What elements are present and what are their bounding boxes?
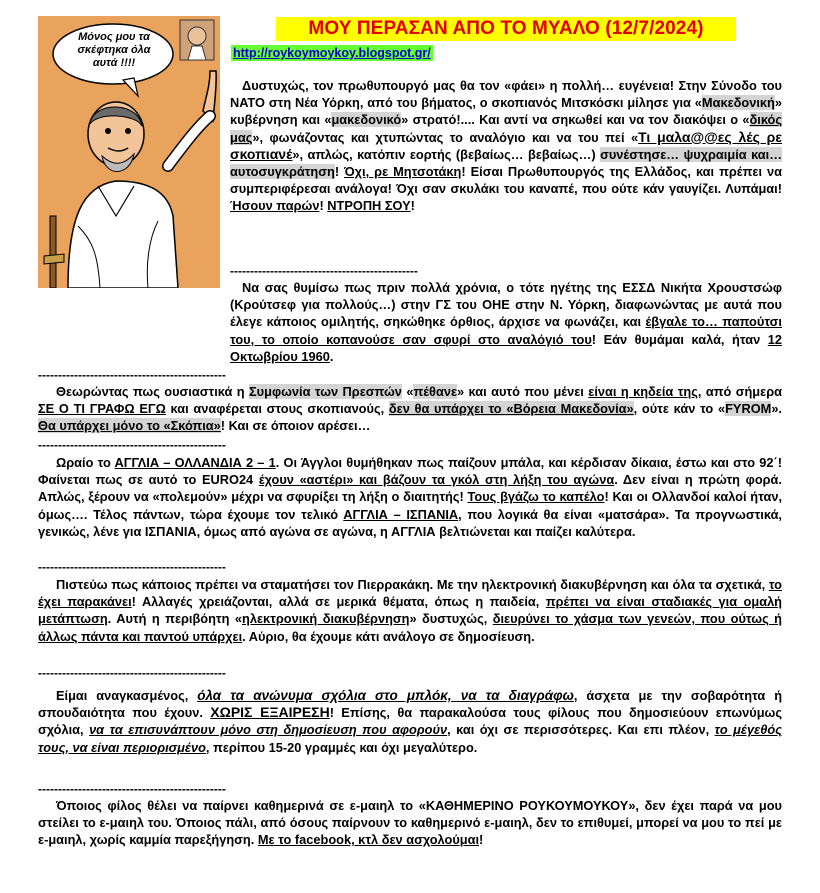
paragraph-7 [38,797,782,849]
text: Θα υπάρχει μόνο το «Σκόπια» [38,418,221,434]
text: το έχει παρακάνει [38,577,782,610]
text: Όποιος φίλος θέλει να παίρνει καθημερινά σε ε-μαιηλ το «ΚΑΘΗΜΕΡΙΝΟ ΡΟΥΚΟΥΜΟΥΚΟΥ», δεν έχει παρά να μου στείλει το ε-μαιηλ του. Όποιος πάλι, από όσους παίρνουν το καθημερινό ε-μαιηλ, δεν το επιθυμεί, μπορεί να μου το πεί με ε-μαιηλ, χωρίς καμμία παρεξήγηση. [38,798,782,848]
speech-bubble-text: Μόνος μου τα σκέφτηκα όλα αυτά !!!! [77,31,151,69]
text: , και όχι σε περισσότερες. Και επι πλέον, [447,722,715,738]
text: Ήσουν παρών [230,198,320,214]
paragraph-1 [230,77,782,215]
paragraph-4 [38,454,782,540]
text: ! [410,198,415,214]
text: Με το facebook, κτλ δεν ασχολούμαι [257,832,480,848]
page-title: ΜΟΥ ΠΕΡΑΣΑΝ ΑΠΟ ΤΟ ΜΥΑΛΟ (12/7/2024) [308,18,704,39]
text: Όχι, ρε Μητσοτάκη [344,164,462,180]
separator: ----------------------------------------------- [38,666,226,680]
text: . Οι Άγγλοι θυμήθηκαν πως παίζουν μπάλα, και κέρδισαν δίκαια, έστω και στο 92΄! Φαίνεται πως σε αυτό το EURO24 [38,455,783,488]
text: έβγαλε το… παπούτσι του, το οποίο κοπανούσε σαν σφυρί στο αναλόγιό του [230,314,782,347]
text: , άσχετα με την σοβαρότητα ή σπουδαιότητα που έχουν. [38,688,783,721]
text: , που λογικά θα είναι «ματσάρα». Τα προγνωστικά, γενικώς, λένε για ΙΣΠΑΝΙΑ, όμως από αγώνα σε αγώνα, η ΑΓΓΛΙΑ βελτιώνεται και παίζει καλύτερα. [38,506,782,539]
blog-url-link[interactable]: http://roykoymoykoy.blogspot.gr/ [233,46,431,60]
text: πρέπει να είναι σταδιακές για ομαλή μετάπτωση [38,594,782,627]
text: Είμαι αναγκασμένος, [56,688,198,703]
text: και αναφέρεται στους σκοπιανούς, [165,401,389,417]
text: είναι η κηδεία της [588,384,698,399]
separator: ----------------------------------------------- [230,264,418,278]
separator: ----------------------------------------------- [38,782,226,796]
text: « [401,384,414,399]
text: ». [771,401,782,417]
text: ! [319,198,328,214]
title-banner [276,17,736,41]
text: ΧΩΡΙΣ ΕΞΑΙΡΕΣΗ [210,704,330,721]
text: δικός μας [230,112,782,145]
text: ΣΕ Ο ΤΙ ΓΡΑΦΩ ΕΓΩ [38,401,166,417]
paragraph-6 [38,687,782,756]
text: ! Είσαι Πρωθυπουργός της Ελλάδος, και πρέπει να συμπεριφέρεσαι ανάλογα! Όχι σαν σκυλάκι του καναπέ, που ούτε κάν γαυγίζει. Λυπάμαι! [230,164,782,197]
text: ΑΓΓΛΙΑ – ΙΣΠΑΝΙΑ [343,506,459,522]
text: ΝΤΡΟΠΗ ΣΟΥ [327,198,411,214]
text: FYROM [725,401,772,417]
text: , ούτε κάν το « [633,401,726,417]
text: Μακεδονική [701,95,775,111]
text: . Δεν είναι η πρώτη φορά. Απλώς, ξέρουν να «πολεμούν» μέχρι να σφυρίξει τη λήξη ο διαιτητής! [38,472,782,505]
text: ! Αλλαγές χρειάζονται, αλλά σε μερικά θέματα, όπως η παιδεία, [131,594,546,610]
text: » και αυτό που μένει [457,384,589,399]
text: να τα επισυνάπτουν μόνο στη δημοσίευση που αφορούν [89,722,448,738]
text: Να σας θυμίσω πως πριν πολλά χρόνια, ο τότε ηγέτης της ΕΣΣΔ Νικήτα Χρουστσώφ (Κρούτσεφ για πολλούς…) στην ΓΣ του ΟΗΕ στην Ν. Υόρκη, διαφωνώντας με αυτά που έλεγε κάποιος ομιλητής, σηκώθηκε όρθιος, άρχισε να φωνάζει, και [230,280,782,330]
text: . Αυτή η περιβόητη « [107,611,243,627]
text: , περίπου 15-20 γραμμές και όχι μεγαλύτερο. [205,739,478,755]
text: Δυστυχώς, τον πρωθυπουργό μας θα τον «φάει» η πολλή… ευγένεια! Στην Σύνοδο του ΝΑΤΟ στη Νέα Υόρκη, από του βήματος, ο σκοπιανός Μιτσκόσκι μίλησε για « [230,78,782,111]
text: ! Και σε όποιον αρέσει… [220,418,371,434]
text: Συμφωνία των Πρεσπών [248,384,402,399]
text: », απλώς, κατόπιν εορτής (βεβαίως… βεβαίως…) [292,146,601,162]
text: Θεωρώντας πως ουσιαστικά η [56,384,249,399]
cartoon-illustration [38,16,220,288]
separator: ----------------------------------------------- [38,368,226,382]
text: 12 Οκτωβρίου 1960 [230,331,782,364]
text: Τι μαλα@@ες λές ρε σκοπιανέ [230,128,782,162]
text: δεν θα υπάρχει το «Βόρεια Μακεδονία» [388,401,634,417]
text: ΑΓΓΛΙΑ – ΟΛΛΑΝΔΙΑ 2 – 1 [114,455,276,470]
text: έχουν «αστέρι» και βάζουν τα γκόλ στη λήξη του αγώνα [258,472,615,488]
paragraph-2 [38,279,782,365]
text: » στρατό!.... Και αντί να σηκωθεί και να τον διακόψει ο « [401,112,750,128]
text: Τους βγάζω το καπέλο [467,489,605,505]
text: πέθανε [413,384,458,399]
separator: ----------------------------------------------- [38,438,226,452]
text: ! Επίσης, θα παρακαλούσα τους φίλους που δημοσιεύουν επωνύμως σχόλια, [38,705,782,738]
text: όλα τα ανώνυμα σχόλια στο μπλόκ, να τα διαγράφω [197,688,574,703]
text: ηλεκτρονική διακυβέρνηση [242,611,410,627]
paragraph-3 [38,383,782,435]
text: ! [334,164,345,180]
text: , από σήμερα [697,384,782,399]
text: » δυστυχώς, [409,611,493,627]
text: . [329,348,334,364]
paragraph-5 [38,576,782,645]
text: μακεδονικό [331,112,402,128]
text: ! Εάν θυμάμαι καλά, ήταν [591,331,768,347]
text: Ωραίο το [56,455,115,470]
text: Πιστεύω πως κάποιος πρέπει να σταματήσει τον Πιερρακάκη. Με την ηλεκτρονική διακυβέρνηση και όλα τα σχετικά, [56,577,769,592]
text: ! Και οι Ολλανδοί καλοί ήταν, όμως…. Τέλος πάντων, τώρα έχουμε τον τελικό [38,489,782,522]
text: συνέστησε… ψυχραιμία και… αυτοσυγκράτηση [230,146,782,180]
text: . Αύριο, θα έχουμε κάτι ανάλογο σε δημοσίευση. [242,628,535,644]
separator: ----------------------------------------------- [38,560,226,574]
text: ! [479,832,484,848]
text: », φωνάζοντας και χτυπώντας το αναλόγιο και να του πεί « [252,129,639,145]
text: διευρύνει το χάσμα των γενεών, που ούτως ή άλλως πάντα και παντού υπάρχει [38,611,782,644]
text: το μέγεθός τους, να είναι περιορισμένο [38,722,782,755]
text: » κυβέρνηση και « [230,95,782,128]
